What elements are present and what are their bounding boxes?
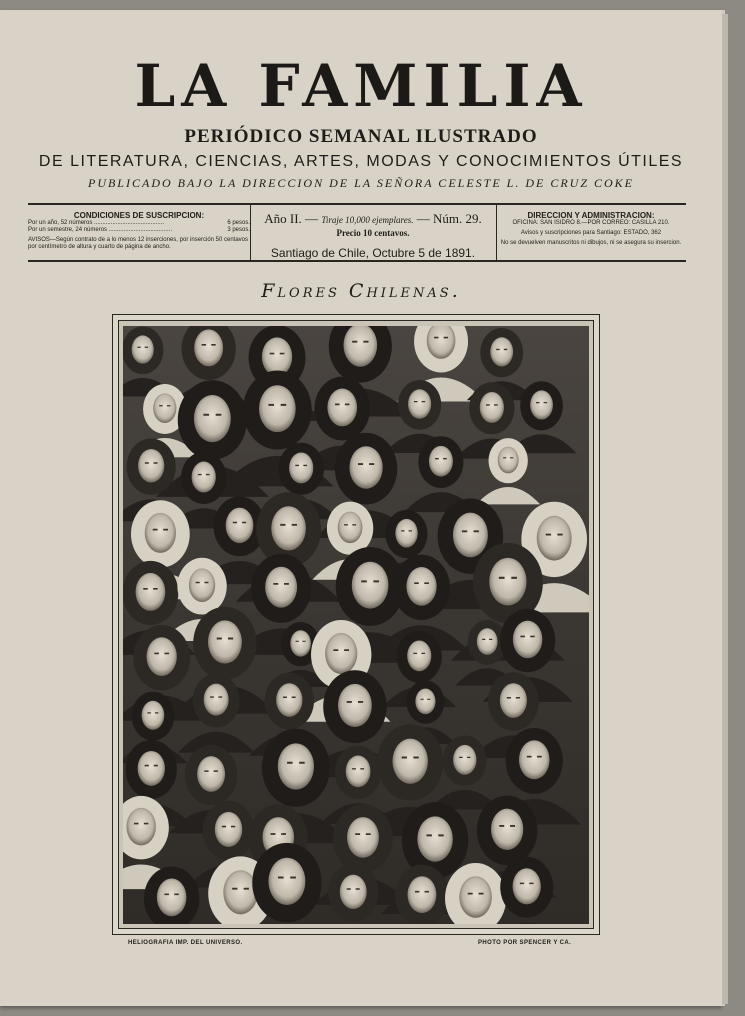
subscription-line-semester xyxy=(28,227,250,234)
masthead-subtitle-topics: DE LITERATURA, CIENCIAS, ARTES, MODAS Y CONOCIMIENTOS ÚTILES xyxy=(38,153,684,170)
admin-santiago: Avisos y suscripciones para Santiago: ESTADO, 362 xyxy=(520,230,662,236)
photo-frame-inner xyxy=(118,320,594,929)
info-bar xyxy=(28,203,686,262)
admin-note: No se devuelven manuscritos ni dibujos, ni se asegura su insercion. xyxy=(500,240,682,246)
issue-print-run: Tiraje 10,000 ejemplares. xyxy=(321,215,414,225)
subscription-year-price: 6 pesos. xyxy=(227,220,250,226)
photo-frame xyxy=(112,314,600,935)
page-edge xyxy=(722,14,728,1004)
subscription-conditions xyxy=(28,205,251,260)
masthead-title: LA FAMILIA xyxy=(134,52,588,120)
issue-price: Precio 10 centavos. xyxy=(336,228,410,238)
subscription-semester-label: Por un semestre, 24 números ...................................... xyxy=(28,227,173,233)
subscription-line-year xyxy=(28,220,250,227)
credit-photographer: PHOTO POR SPENCER Y CA. xyxy=(478,940,572,946)
issue-number-line xyxy=(250,211,496,227)
newspaper-page xyxy=(0,10,722,1006)
administration-info xyxy=(496,205,686,260)
admin-office: OFICINA: SAN ISIDRO 8.—POR CORREO: CASILLA 210. xyxy=(512,220,670,226)
subscription-heading: CONDICIONES DE SUSCRIPCION: xyxy=(73,211,205,220)
avisos-text: AVISOS—Según contrato de a lo menos 12 inserciones, por inserción 50 centavos por centímetro de altura y cuarto de página de ancho. xyxy=(28,237,249,250)
group-portrait-photo xyxy=(123,326,589,924)
issue-date: Santiago de Chile, Octubre 5 de 1891. xyxy=(270,246,476,260)
issue-info xyxy=(250,205,497,260)
subscription-year-label: Por un año, 52 números .......................................... xyxy=(28,220,165,226)
issue-number: — Núm. 29. xyxy=(416,211,482,226)
feature-title: Flores Chilenas. xyxy=(261,280,461,302)
credit-engraving: HELIOGRAFIA IMP. DEL UNIVERSO. xyxy=(128,940,243,946)
masthead-subtitle: PERIÓDICO SEMANAL ILUSTRADO xyxy=(184,126,538,147)
masthead-publisher-line: PUBLICADO BAJO LA DIRECCION DE LA SEÑORA CELESTE L. DE CRUZ COKE xyxy=(87,176,634,190)
subscription-semester-price: 3 pesos. xyxy=(227,227,250,233)
issue-year: Año II. — xyxy=(264,211,319,226)
admin-heading: DIRECCION Y ADMINISTRACION: xyxy=(527,211,655,220)
